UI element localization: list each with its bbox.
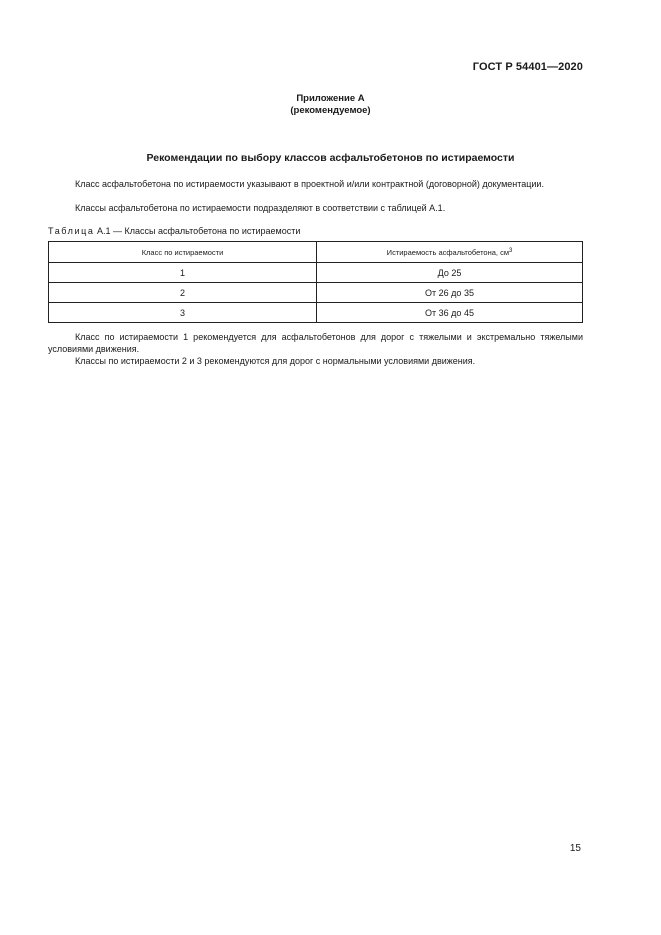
appendix-heading [0, 93, 661, 117]
table-header-abrasion-text: Истираемость асфальтобетона, см [386, 247, 509, 257]
table-header-class: Класс по истираемости [49, 242, 317, 263]
table-caption-label: Таблица [48, 226, 95, 236]
table-caption [48, 226, 300, 236]
table-cell-class: 3 [49, 303, 317, 323]
section-title: Рекомендации по выбору классов асфальтобетонов по истираемости [146, 152, 515, 164]
abrasion-classes-table [48, 241, 583, 323]
table-row [49, 283, 583, 303]
table-cell-class: 1 [49, 263, 317, 283]
page-number: 15 [569, 843, 581, 854]
table-row [49, 263, 583, 283]
table-caption-text: А.1 — Классы асфальтобетона по истираемости [97, 226, 301, 236]
paragraph-4-text: Классы по истираемости 2 и 3 рекомендуются для дорог с нормальными условиями движения. [75, 356, 476, 366]
table-cell-abrasion: От 26 до 35 [317, 283, 583, 303]
table-row [49, 303, 583, 323]
paragraph-4 [48, 355, 583, 367]
paragraph-2 [48, 202, 583, 214]
table-header-abrasion-sup: 3 [508, 247, 513, 254]
paragraph-3 [48, 331, 583, 355]
table-header-row [49, 242, 583, 263]
paragraph-1 [48, 178, 583, 190]
table-cell-abrasion: До 25 [317, 263, 583, 283]
table-header-abrasion [317, 242, 583, 263]
paragraph-1-text: Класс асфальтобетона по истираемости указывают в проектной и/или контрактной (договорной) документации. [75, 179, 544, 189]
table-cell-abrasion: От 36 до 45 [317, 303, 583, 323]
document-code: ГОСТ Р 54401—2020 [472, 61, 583, 73]
appendix-subtitle: (рекомендуемое) [290, 105, 371, 116]
paragraph-2-text: Классы асфальтобетона по истираемости подразделяют в соответствии с таблицей А.1. [75, 203, 446, 213]
paragraph-3-text: Класс по истираемости 1 рекомендуется для асфальтобетонов для дорог с тяжелыми и экстремально тяжелыми условиями движения. [48, 332, 583, 354]
appendix-title: Приложение А [296, 93, 365, 104]
table-cell-class: 2 [49, 283, 317, 303]
